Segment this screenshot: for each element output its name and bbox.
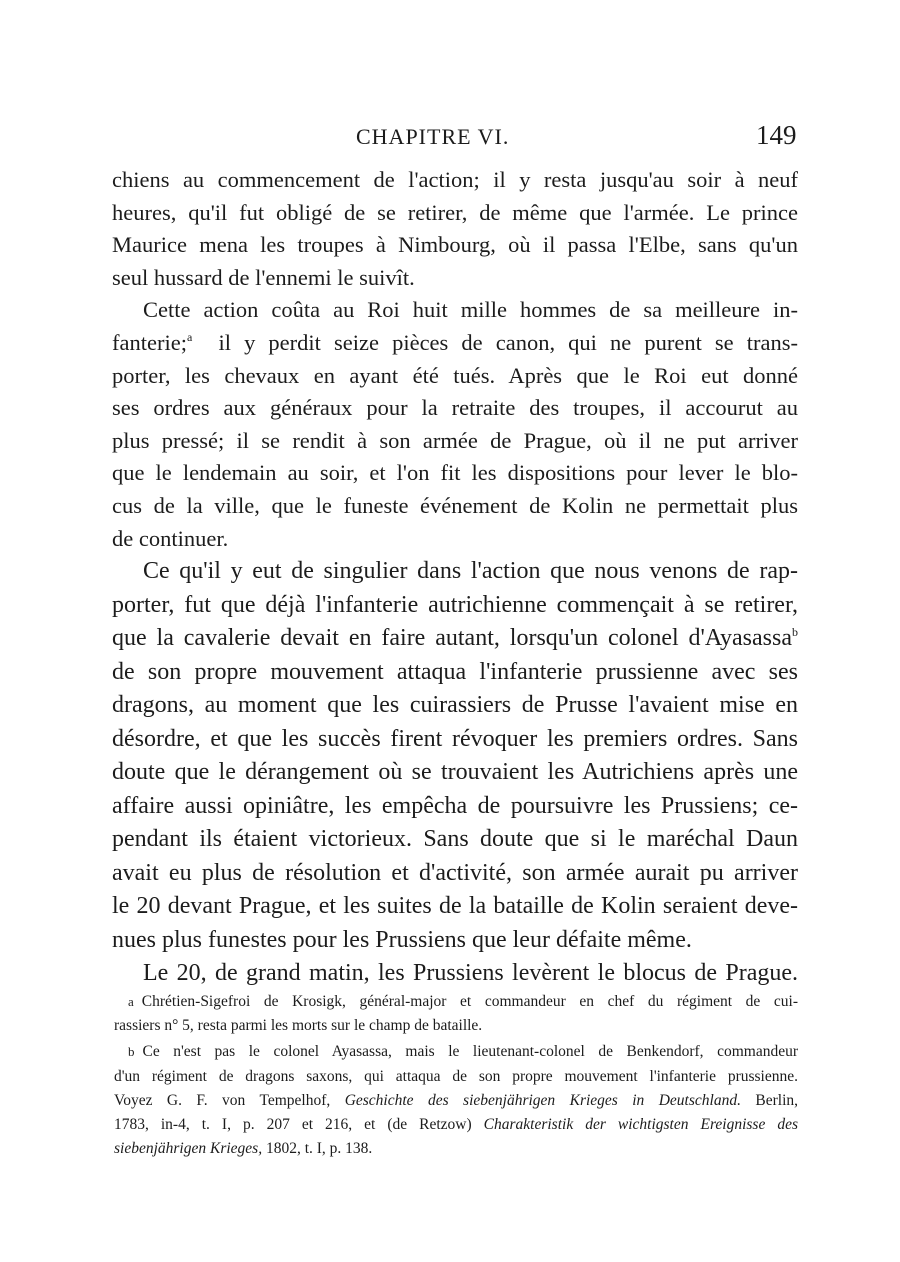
text-line: ses ordres aux généraux pour la retraite des troupes, il accourut au (112, 395, 798, 421)
book-title: Charakteristik der wichtigsten Ereignisse des (483, 1116, 799, 1134)
text-line: plus pressé; il se rendit à son armée de Prague, où il ne put arriver (112, 427, 798, 453)
text-line: dragons, au moment que les cuirassiers de Prusse l'avaient mise en (112, 692, 798, 719)
text-line: Maurice mena les troupes à Nimbourg, où il passa l'Elbe, sans qu'un (112, 232, 798, 258)
footnotes (114, 990, 798, 1163)
text-fragment: Ce n'est pas le colonel Ayasassa, mais le lieutenant-colonel de Benkendorf, commandeur (142, 1043, 798, 1061)
footnote-line: rassiers n° 5, resta parmi les morts sur le champ de bataille. (114, 1017, 483, 1035)
footnote-line (114, 1113, 798, 1137)
text-fragment: 1802, t. I, p. 138. (265, 1140, 373, 1158)
footnote-line (114, 1040, 798, 1064)
text-fragment: Berlin, (755, 1091, 799, 1109)
page-number: 149 (756, 120, 797, 150)
running-head: CHAPITRE VI. (356, 124, 510, 149)
main-text (112, 164, 798, 991)
footnote-line (114, 1137, 798, 1161)
text-fragment: que la cavalerie devait en faire autant, lorsqu'un colonel d'Ayasassa (112, 625, 792, 652)
text-line: de continuer. (112, 525, 229, 551)
book-title: siebenjährigen Krieges, (114, 1140, 263, 1158)
text-line: cus de la ville, que le funeste événement de Kolin ne permettait plus (112, 492, 798, 518)
footnote-marker: b (128, 1044, 135, 1060)
note-ref-b[interactable]: b (792, 625, 798, 640)
footnote-line (114, 990, 798, 1014)
text-fragment: 1783, in-4, t. I, p. 207 et 216, et (de Retzow) (114, 1116, 472, 1134)
footnote-line (114, 1089, 798, 1113)
text-line: le 20 devant Prague, et les suites de la bataille de Kolin seraient deve- (112, 893, 798, 920)
text-line: Cette action coûta au Roi huit mille hommes de sa meilleure in- (143, 297, 798, 323)
text-line: heures, qu'il fut obligé de se retirer, de même que l'armée. Le prince (112, 199, 798, 225)
text-line: que le lendemain au soir, et l'on fit les dispositions pour lever le blo- (112, 460, 798, 486)
text-line-with-note (112, 327, 798, 360)
footnote-line: d'un régiment de dragons saxons, qui attaqua de son propre mouvement l'infanterie prussienne. (114, 1067, 798, 1085)
text-fragment: Voyez G. F. von Tempelhof, (114, 1091, 331, 1109)
text-fragment: fanterie; (112, 329, 187, 355)
footnote-a (114, 990, 798, 1038)
text-line: Ce qu'il y eut de singulier dans l'action que nous venons de rap- (143, 558, 798, 585)
text-line-with-note (112, 622, 798, 656)
paragraph-1 (112, 164, 798, 294)
paragraph-4 (112, 957, 798, 991)
text-line: affaire aussi opiniâtre, les empêcha de poursuivre les Prussiens; ce- (112, 792, 798, 819)
text-line: pendant ils étaient victorieux. Sans doute que si le maréchal Daun (112, 826, 798, 853)
text-line: porter, fut que déjà l'infanterie autrichienne commençait à se retirer, (112, 591, 798, 618)
page-header (0, 118, 900, 158)
paragraph-3 (112, 555, 798, 957)
text-fragment: Chrétien-Sigefroi de Krosigk, général-major et commandeur en chef du régiment de cui- (141, 993, 798, 1010)
note-ref-a[interactable]: a (186, 329, 193, 344)
text-line: seul hussard de l'ennemi le suivît. (112, 264, 415, 290)
text-fragment: il y perdit seize pièces de canon, qui ne purent se trans- (218, 329, 798, 355)
book-title: Geschichte des siebenjährigen Krieges in Deutschland. (344, 1091, 741, 1109)
text-line: de son propre mouvement attaqua l'infanterie prussienne avec ses (112, 658, 798, 685)
footnote-marker: a (128, 994, 134, 1009)
text-line: Le 20, de grand matin, les Prussiens levèrent le blocus de Prague. (143, 960, 798, 987)
text-line: désordre, et que les succès firent révoquer les premiers ordres. Sans (112, 725, 798, 752)
text-line: chiens au commencement de l'action; il y resta jusqu'au soir à neuf (112, 167, 798, 192)
footnote-b (114, 1040, 798, 1161)
paragraph-2 (112, 294, 798, 555)
text-line: nues plus funestes pour les Prussiens que leur défaite même. (112, 926, 692, 953)
text-line: porter, les chevaux en ayant été tués. Après que le Roi eut donné (112, 362, 798, 388)
text-line: avait eu plus de résolution et d'activité, son armée aurait pu arriver (112, 859, 798, 886)
text-line: doute que le dérangement où se trouvaient les Autrichiens après une (112, 759, 798, 786)
